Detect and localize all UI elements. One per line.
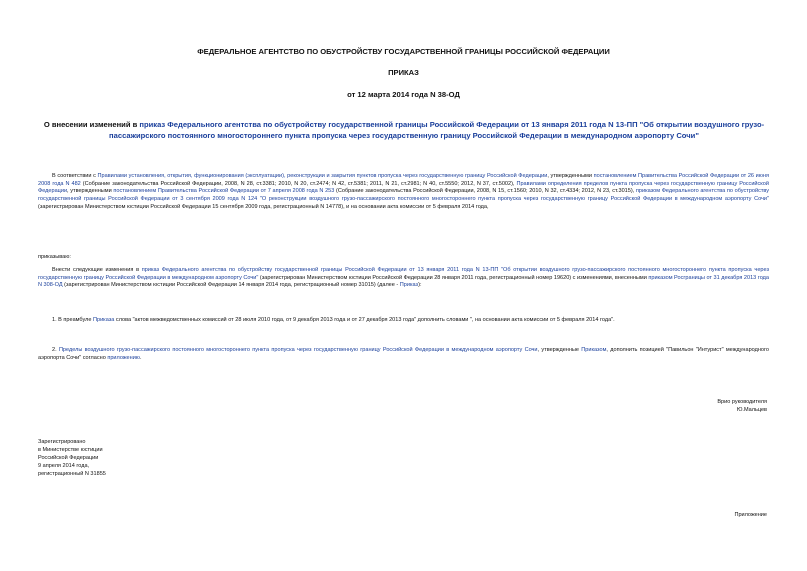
preamble-link-limits-rules[interactable]: Правилами определения пределов пункта пропуска через государственную границу Российской Федерации (38, 180, 769, 195)
registration-line-5: регистрационный N 31855 (38, 471, 106, 477)
main-link-prikaz[interactable]: Приказ (399, 282, 419, 289)
item2-link-prikaz[interactable]: Приказом (581, 347, 607, 353)
preamble-text-5: (Собрание законодательства Российской Федерации, 2008, N 15, ст.1560; 2010, N 32, ст.4334; 2012, N 23, ст.3015), (334, 188, 636, 195)
preamble-link-rules[interactable]: Правилами установления, открытия, функционирования (эксплуатации), реконструкции и закрытия пунктов пропуска через государственную границу Российской Федерации (97, 173, 548, 179)
date-number-heading: от 12 марта 2014 года N 38-ОД (347, 90, 460, 99)
item2-text-3: , дополнить позицией "Павильон "Интурист" международного аэропорта Сочи" согласно (38, 347, 769, 361)
registration-line-1: Зарегистрировано (38, 439, 86, 445)
main-text-1: Внести следующие изменения в (52, 267, 142, 273)
preamble-link-order-124[interactable]: приказом Федерального агентства по обустройству государственной границы Российской Федерации от 3 сентября 2009 года N 124 "О реконструкции воздушного грузо-пассажирского постоянного многостороннего пункта пропуска через государственную границу Российской Федерации в международном аэропорту Сочи" (38, 188, 770, 203)
main-paragraph (38, 267, 769, 290)
registration-line-4: 9 апреля 2014 года, (38, 463, 90, 469)
doc-type-heading: ПРИКАЗ (388, 68, 419, 77)
item2-text-4: . (139, 354, 142, 361)
item1-link-prikaz[interactable]: Приказа (93, 317, 115, 323)
registration-block (38, 438, 106, 478)
order-word: приказываю: (38, 254, 71, 260)
main-text-4: ): (418, 282, 422, 289)
item1-text-2: слова "актов межведомственных комиссий от 28 июля 2010 года, от 9 декабря 2013 года и от 27 декабря 2013 года" дополнить словами ", на основании акта комиссии от 5 февраля 2014 года". (114, 317, 615, 323)
item2-text-2: , утвержденные (537, 347, 582, 353)
subject-heading (34, 120, 774, 141)
preamble-text-6: (зарегистрирован Министерством юстиции Российской Федерации 15 сентября 2009 года, регистрационный N 14778), и на основании акта комиссии от 5 февраля 2014 года, (38, 203, 489, 210)
registration-line-2: в Министерстве юстиции (38, 447, 103, 453)
preamble-link-decree-482[interactable]: постановлением Правительства Российской Федерации от 26 июня 2008 года N 482 (38, 173, 769, 187)
item2-text-1: 2. (52, 347, 59, 353)
main-text-2: (зарегистрирован Министерством юстиции Российской Федерации 28 января 2011 года, регистрационный номер 19620) с изменениями, внесенными (258, 274, 649, 281)
signature-name: Ю.Мальцев (736, 407, 767, 413)
appendix-label: Приложение (734, 512, 767, 518)
item2-link-limits[interactable]: Пределы воздушного грузо-пассажирского постоянного многостороннего пункта пропуска через государственную границу Российской Федерации в международном аэропорту Сочи (58, 347, 538, 353)
signature-block (717, 398, 767, 414)
preamble-text-2: , утвержденными (547, 173, 594, 179)
item1-text-1: 1. В преамбуле (52, 317, 93, 323)
subject-link[interactable]: приказ Федерального агентства по обустройству государственной границы Российской Федерации от 13 января 2011 года N 13-ПП "Об открытии воздушного грузо-пассажирского постоянного многостороннего пункта пропуска через государственную границу Российской Федерации в международном аэропорту Сочи" (109, 120, 765, 140)
main-text-3: (зарегистрирован Министерством юстиции Российской Федерации 14 января 2014 года, регистрационный номер 31015) (далее - (62, 282, 400, 289)
signature-title: Врио руководителя (717, 399, 767, 405)
item-1-paragraph (38, 317, 769, 325)
preamble-text-1: В соответствии с (52, 173, 98, 179)
subject-prefix: О внесении изменений в (43, 120, 140, 129)
item2-link-appendix[interactable]: приложению (107, 354, 140, 361)
item-2-paragraph (38, 347, 769, 362)
main-link-order-13pp[interactable]: приказ Федерального агентства по обустройству государственной границы Российской Федерации от 13 января 2011 года N 13-ПП "Об открытии воздушного грузо-пассажирского постоянного многостороннего пункта пропуска через государственную границу Российской Федерации в международном аэропорту Сочи" (38, 267, 769, 281)
preamble-paragraph (38, 173, 769, 212)
agency-heading: ФЕДЕРАЛЬНОЕ АГЕНТСТВО ПО ОБУСТРОЙСТВУ ГОСУДАРСТВЕННОЙ ГРАНИЦЫ РОССИЙСКОЙ ФЕДЕРАЦИИ (197, 47, 610, 56)
preamble-text-3: (Собрание законодательства Российской Федерации, 2008, N 28, ст.3381; 2010, N 20, ст.2474; N 42, ст.5381; 2011, N 21, ст.2981; N 40, ст.5550; 2012, N 37, ст.5002), (80, 180, 517, 187)
preamble-link-decree-253[interactable]: постановлением Правительства Российской Федерации от 7 апреля 2008 года N 253 (113, 188, 335, 195)
main-link-order-308[interactable]: приказом Росграницы от 31 декабря 2013 года N 308-ОД (38, 274, 769, 289)
registration-line-3: Российской Федерации (38, 455, 99, 461)
preamble-text-4: , утвержденными (67, 188, 114, 195)
